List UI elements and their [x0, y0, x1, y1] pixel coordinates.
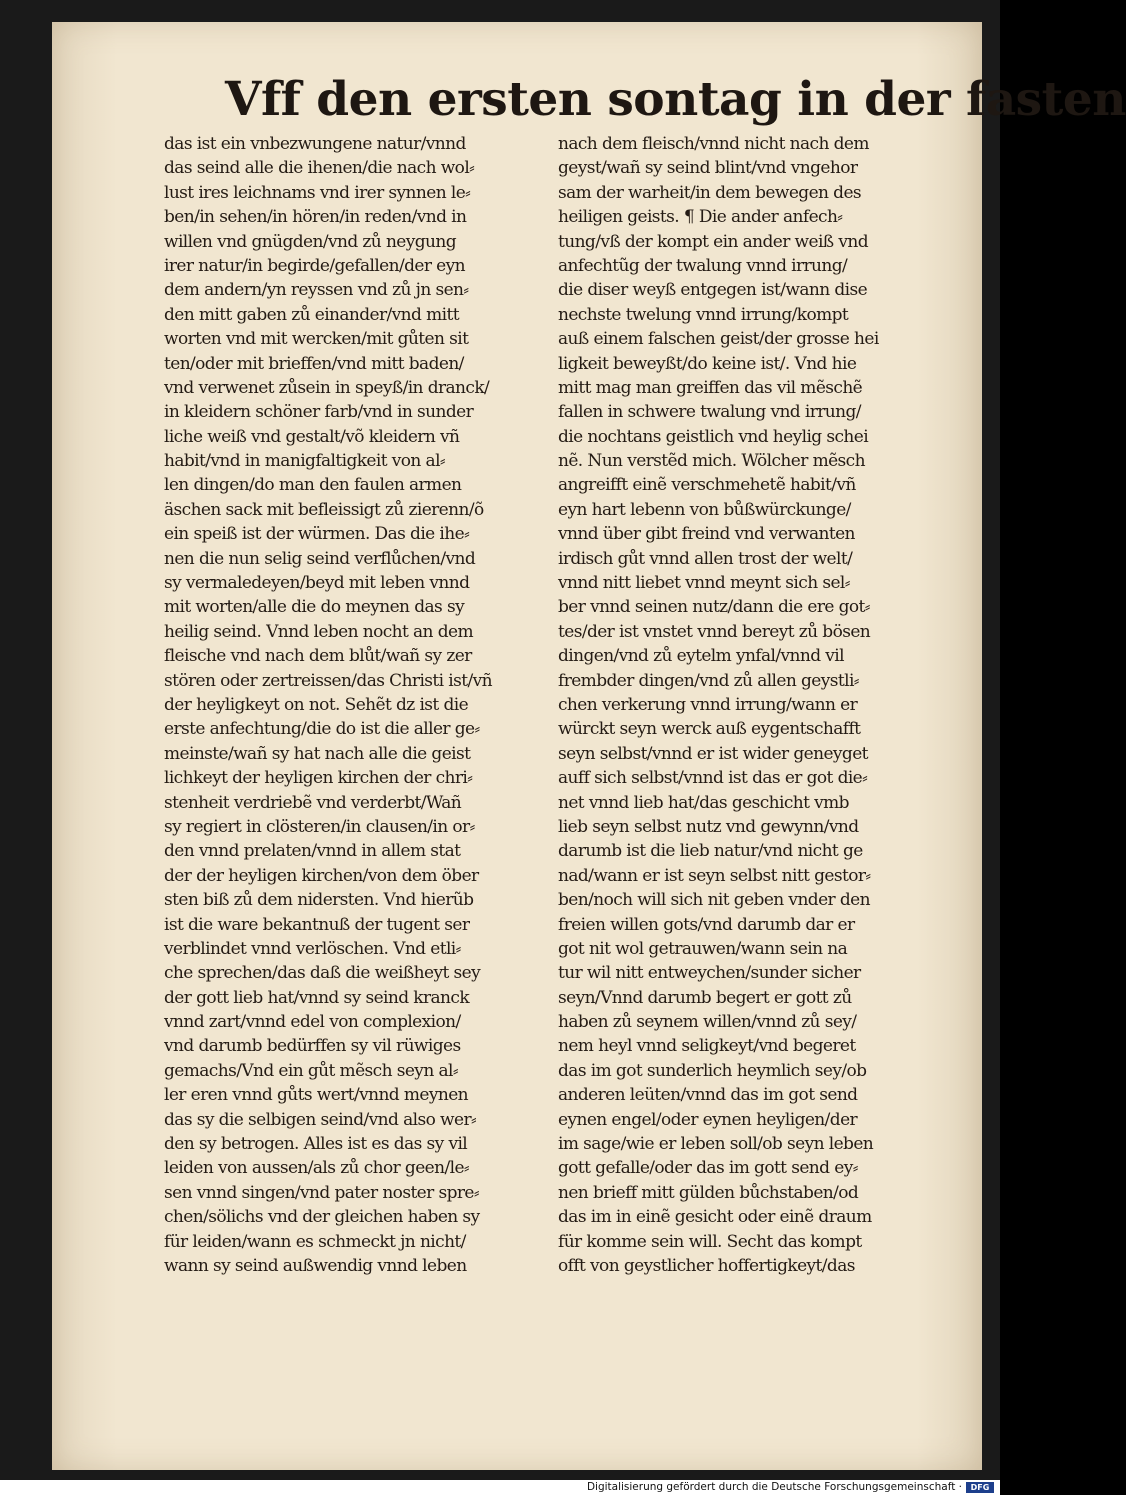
text-line: geyst/wañ sy seind blint/vnd vngehor	[558, 158, 858, 179]
text-line: net vnnd lieb hat/das geschicht vmb	[558, 792, 849, 813]
text-line: nẽ. Nun verstẽd mich. Wölcher mẽsch	[558, 451, 865, 472]
text-line: tur wil nitt entweychen/sunder sicher	[558, 963, 861, 984]
text-line: nach dem fleisch/vnnd nicht nach dem	[558, 134, 869, 154]
text-line: heiligen geists. ¶ Die ander anfech⸗	[558, 207, 843, 228]
text-line: würckt seyn werck auß eygentschafft	[558, 719, 861, 740]
text-line: anderen leüten/vnnd das im got send	[558, 1085, 858, 1106]
text-line: freien willen gots/vnd darumb dar er	[558, 914, 855, 935]
text-line: das seind alle die ihenen/die nach wol⸗	[164, 158, 475, 179]
text-line: tung/vß der kompt ein ander weiß vnd	[558, 231, 868, 252]
text-line: got nit wol getrauwen/wann sein na	[558, 938, 848, 959]
text-line: auff sich selbst/vnnd ist das er got die⸗	[558, 768, 868, 789]
text-line: tes/der ist vnstet vnnd bereyt zů bösen	[558, 621, 871, 642]
text-line: irer natur/in begirde/gefallen/der eyn	[164, 255, 465, 276]
text-line: mit worten/alle die do meynen das sy	[164, 597, 465, 618]
text-line: äschen sack mit befleissigt zů zierenn/õ	[164, 499, 484, 520]
text-line: den mitt gaben zů einander/vnd mitt	[164, 304, 459, 325]
text-line: darumb ist die lieb natur/vnd nicht ge	[558, 841, 863, 862]
text-line: sy vermaledeyen/beyd mit leben vnnd	[164, 573, 470, 594]
text-line: eynen engel/oder eynen heyligen/der	[558, 1109, 858, 1130]
text-line: den vnnd prelaten/vnnd in allem stat	[164, 841, 461, 862]
text-line: seyn/Vnnd darumb begert er gott zů	[558, 987, 852, 1008]
right-text-column	[558, 132, 930, 1278]
text-line: auß einem falschen geist/der grosse hei	[558, 329, 879, 350]
text-line: gemachs/Vnd ein gůt mẽsch seyn al⸗	[164, 1060, 458, 1081]
digitization-footer	[0, 1480, 1000, 1495]
text-line: lieb seyn selbst nutz vnd gewynn/vnd	[558, 816, 859, 837]
text-line: habit/vnd in manigfaltigkeit von al⸗	[164, 451, 445, 472]
text-line: für komme sein will. Secht das kompt	[558, 1231, 862, 1252]
text-line: der heyligkeyt on not. Sehẽt dz ist die	[164, 694, 469, 715]
text-line: irdisch gůt vnnd allen trost der welt/	[558, 548, 853, 569]
text-line: lust ires leichnams vnd irer synnen le⸗	[164, 182, 471, 203]
text-line: vnd darumb bedürffen sy vil rüwiges	[164, 1036, 461, 1057]
text-line: liche weiß vnd gestalt/võ kleidern vñ	[164, 426, 460, 447]
dfg-logo: DFG	[966, 1482, 994, 1493]
text-line: leiden von aussen/als zů chor geen/le⸗	[164, 1158, 469, 1179]
text-line: die nochtans geistlich vnd heylig schei	[558, 426, 869, 447]
text-line: vnnd über gibt freind vnd verwanten	[558, 524, 855, 545]
text-line: ein speiß ist der würmen. Das die ihe⸗	[164, 524, 470, 545]
text-line: willen vnd gnügden/vnd zů neygung	[164, 231, 457, 252]
text-line: der gott lieb hat/vnnd sy seind kranck	[164, 987, 470, 1008]
text-line: ber vnnd seinen nutz/dann die ere got⸗	[558, 597, 870, 618]
text-line: haben zů seynem willen/vnnd zů sey/	[558, 1012, 857, 1033]
text-line: dingen/vnd zů eytelm ynfal/vnnd vil	[558, 646, 844, 667]
text-line: sten biß zů dem nidersten. Vnd hierũb	[164, 890, 474, 911]
text-line: offt von geystlicher hoffertigkeyt/das	[558, 1255, 855, 1276]
text-line: heilig seind. Vnnd leben nocht an dem	[164, 621, 473, 642]
text-line: sen vnnd singen/vnd pater noster spre⸗	[164, 1182, 479, 1203]
text-line: eyn hart lebenn von bůßwürckunge/	[558, 499, 851, 520]
text-line: fleische vnd nach dem blůt/wañ sy zer	[164, 646, 472, 667]
text-line: ler eren vnnd gůts wert/vnnd meynen	[164, 1085, 469, 1106]
text-line: frembder dingen/vnd zů allen geystli⸗	[558, 670, 859, 691]
text-line: sy regiert in clösteren/in clausen/in or⸗	[164, 816, 475, 837]
text-line: das sy die selbigen seind/vnd also wer⸗	[164, 1109, 477, 1130]
text-line: ligkeit beweyßt/do keine ist/. Vnd hie	[558, 353, 857, 374]
text-line: wann sy seind außwendig vnnd leben	[164, 1255, 467, 1276]
text-line: stenheit verdriebẽ vnd verderbt/Wañ	[164, 792, 462, 813]
text-line: der der heyligen kirchen/von dem öber	[164, 865, 479, 886]
text-line: nem heyl vnnd seligkeyt/vnd begeret	[558, 1036, 856, 1057]
text-line: ben/noch will sich nit geben vnder den	[558, 890, 870, 911]
text-line: stören oder zertreissen/das Christi ist/vñ	[164, 670, 492, 691]
left-text-column	[164, 132, 546, 1278]
text-line: anfechtũg der twalung vnnd irrung/	[558, 255, 848, 276]
text-line: nad/wann er ist seyn selbst nitt gestor⸗	[558, 865, 871, 886]
footer-credit: Digitalisierung gefördert durch die Deutsche Forschungsgemeinschaft ·	[586, 1481, 962, 1493]
text-line: chen/sölichs vnd der gleichen haben sy	[164, 1207, 480, 1228]
text-line: nen brieff mitt gülden bůchstaben/od	[558, 1182, 859, 1203]
text-line: gott gefalle/oder das im gott send ey⸗	[558, 1158, 858, 1179]
text-line: das ist ein vnbezwungene natur/vnnd	[164, 134, 466, 154]
text-line: len dingen/do man den faulen armen	[164, 475, 462, 496]
text-line: vnnd nitt liebet vnnd meynt sich sel⸗	[558, 573, 850, 594]
text-line: das im in einẽ gesicht oder einẽ draum	[558, 1207, 872, 1228]
text-line: lichkeyt der heyligen kirchen der chri⸗	[164, 768, 473, 789]
text-line: dem andern/yn reyssen vnd zů jn sen⸗	[164, 280, 469, 301]
text-line: che sprechen/das daß die weißheyt sey	[164, 963, 481, 984]
text-line: nechste twelung vnnd irrung/kompt	[558, 304, 849, 325]
text-line: ben/in sehen/in hören/in reden/vnd in	[164, 207, 467, 228]
text-line: sam der warheit/in dem bewegen des	[558, 182, 862, 203]
text-line: worten vnd mit wercken/mit gůten sit	[164, 329, 469, 350]
text-line: vnd verwenet zůsein in speyß/in dranck/	[164, 377, 490, 398]
text-line: im sage/wie er leben soll/ob seyn leben	[558, 1134, 874, 1155]
text-line: seyn selbst/vnnd er ist wider geneyget	[558, 743, 868, 764]
text-line: erste anfechtung/die do ist die aller ge⸗	[164, 719, 480, 740]
text-line: verblindet vnnd verlöschen. Vnd etli⸗	[164, 938, 461, 959]
text-line: nen die nun selig seind verflůchen/vnd	[164, 548, 476, 569]
text-line: ist die ware bekantnuß der tugent ser	[164, 914, 470, 935]
text-line: in kleidern schöner farb/vnd in sunder	[164, 402, 474, 423]
text-line: chen verkerung vnnd irrung/wann er	[558, 694, 858, 715]
text-line: das im got sunderlich heymlich sey/ob	[558, 1060, 867, 1081]
text-line: vnnd zart/vnnd edel von complexion/	[164, 1012, 461, 1033]
page-heading: Vff den ersten sontag in der fasten	[225, 72, 1126, 127]
text-line: fallen in schwere twalung vnd irrung/	[558, 402, 861, 423]
text-line: den sy betrogen. Alles ist es das sy vil	[164, 1134, 468, 1155]
text-line: angreifft einẽ verschmehetẽ habit/vñ	[558, 475, 856, 496]
text-line: die diser weyß entgegen ist/wann dise	[558, 280, 868, 301]
text-line: für leiden/wann es schmeckt jn nicht/	[164, 1231, 466, 1252]
text-line: ten/oder mit brieffen/vnd mitt baden/	[164, 353, 464, 374]
text-line: meinste/wañ sy hat nach alle die geist	[164, 743, 471, 764]
text-line: mitt mag man greiffen das vil mẽschẽ	[558, 377, 863, 398]
